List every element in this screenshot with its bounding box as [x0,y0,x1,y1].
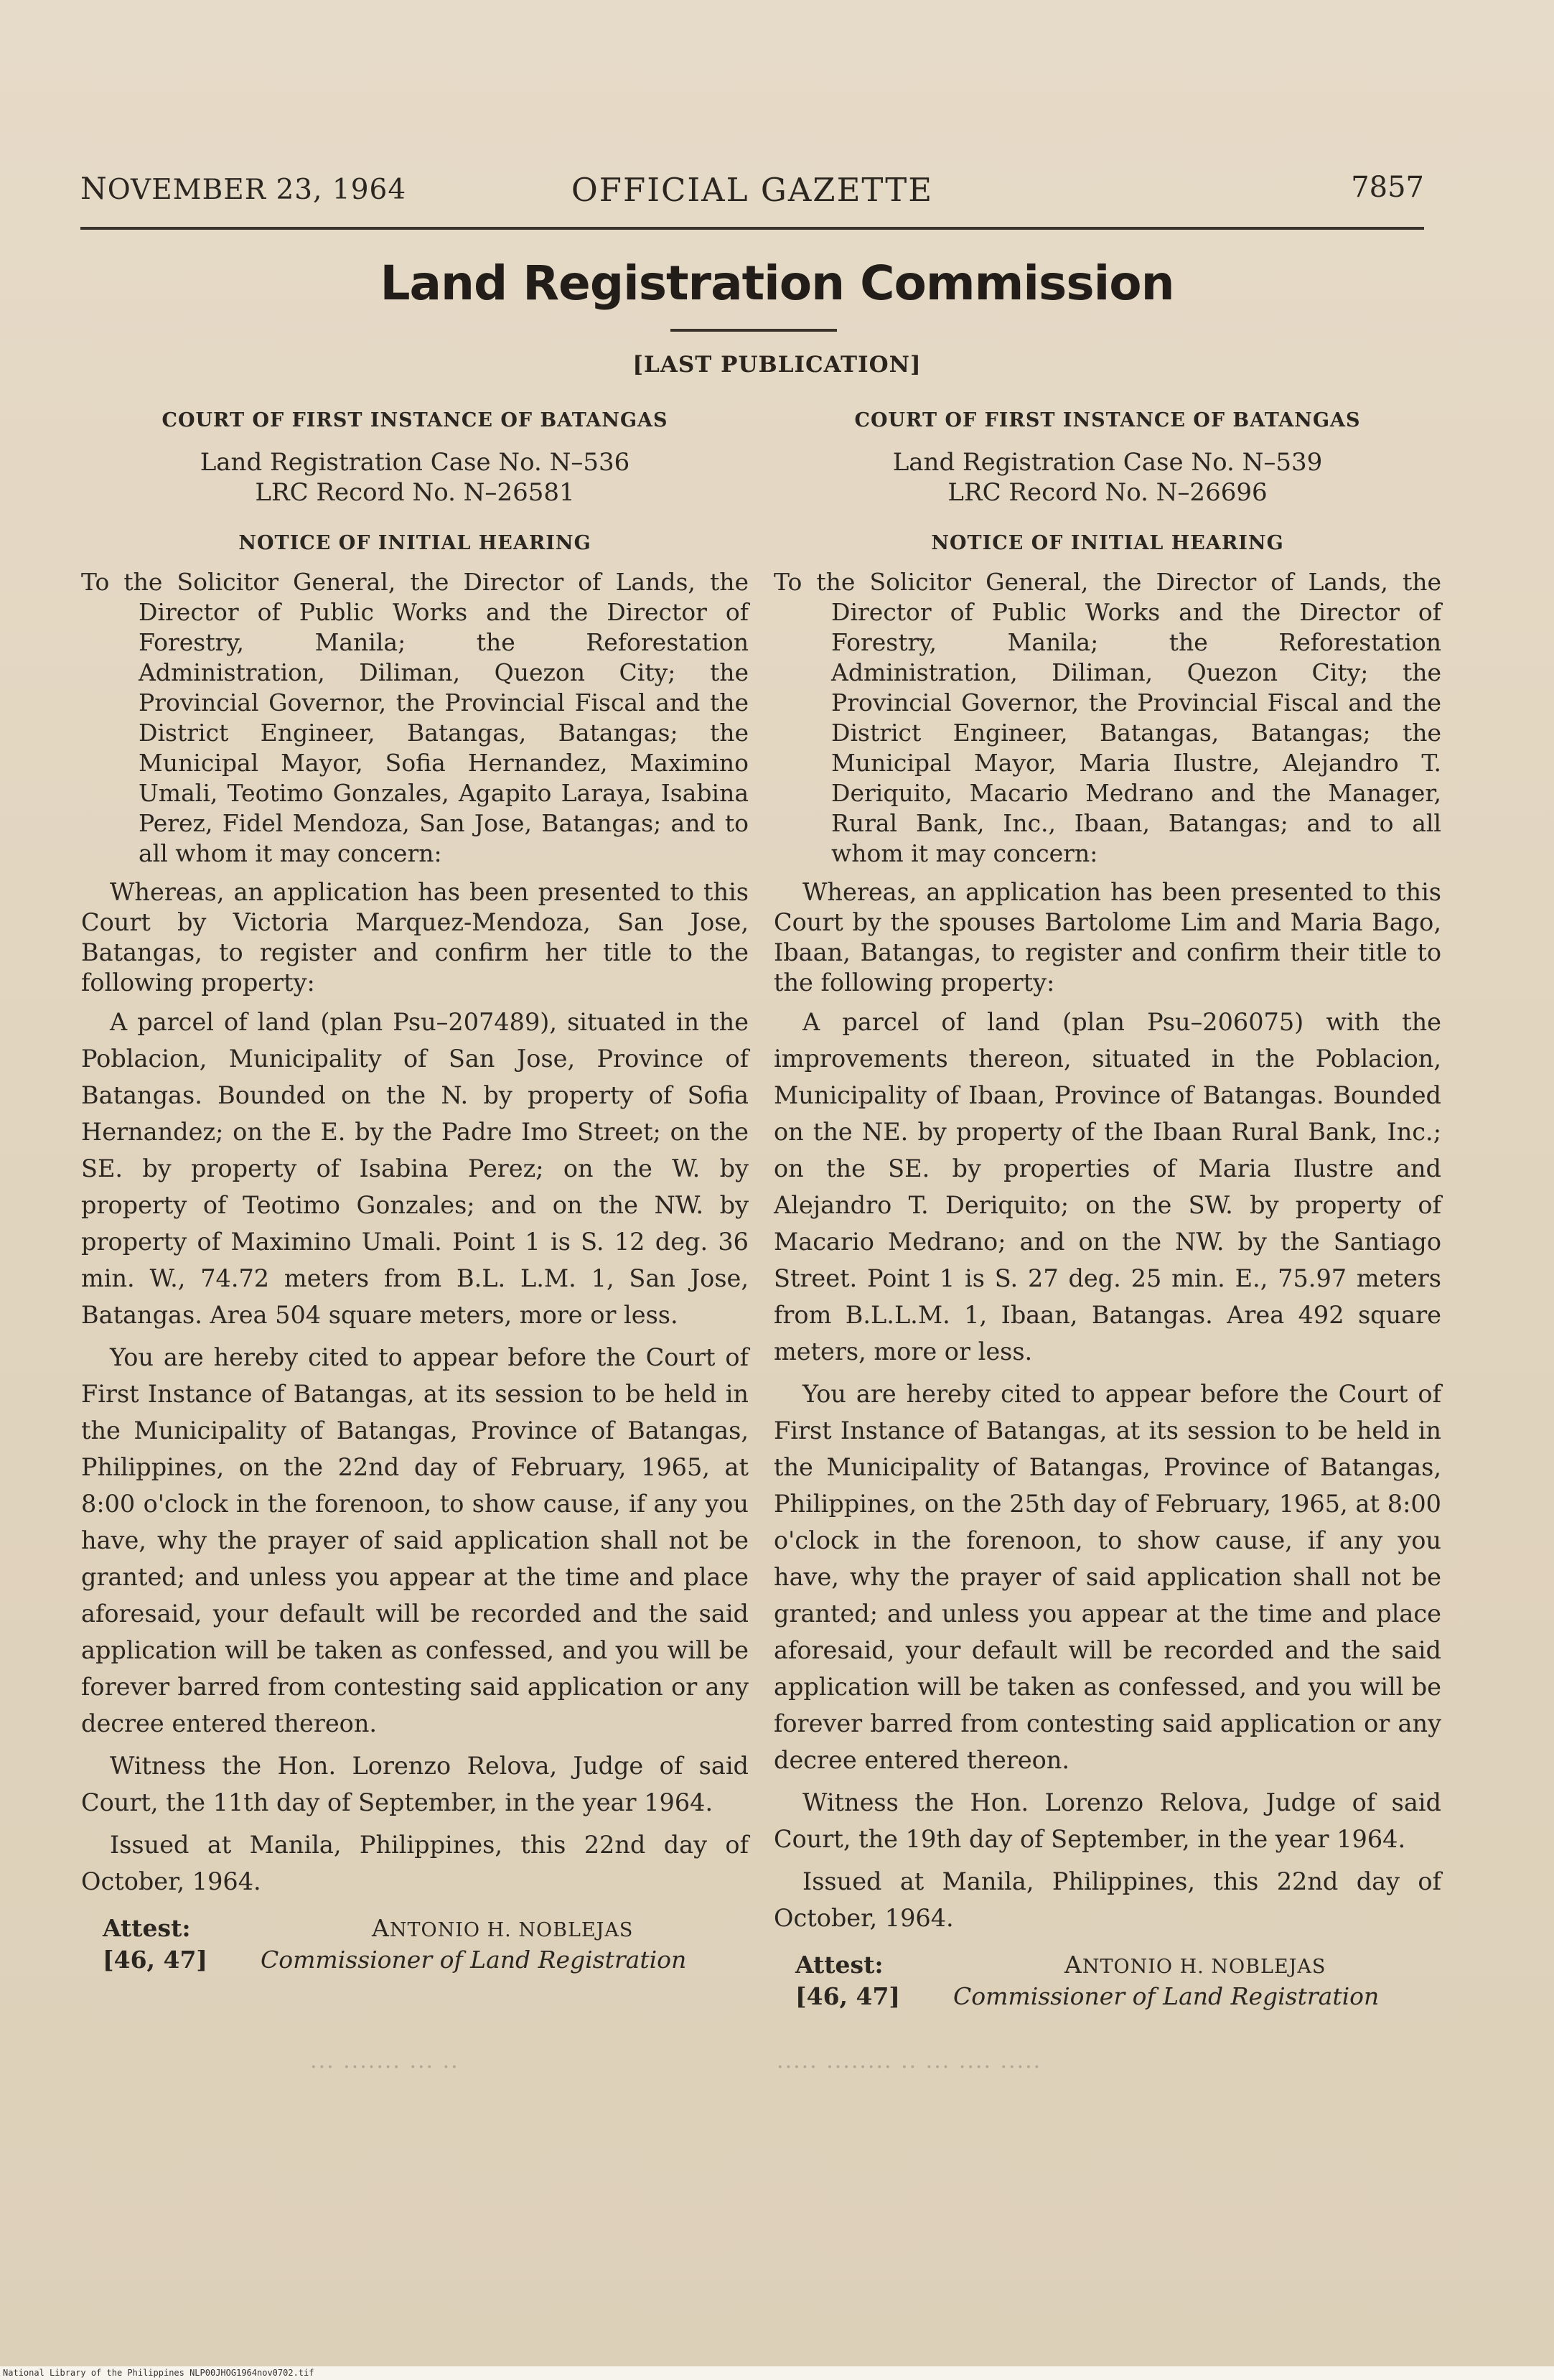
notice-title: NOTICE OF INITIAL HEARING [238,532,591,554]
lrc-record: LRC Record No. N–26581 [255,478,575,507]
publication-label: [LAST PUBLICATION] [632,352,922,378]
witness-paragraph: Witness the Hon. Lorenzo Relova, Judge of said Court, the 11th day of September, in the year 1964. [81,1752,749,1816]
parcel-description: A parcel of land (plan Psu–206075) with the improvements thereon, situated in the Poblacion, Municipality of Ibaan, Province of Batangas. Bounded on the NE. by property of the Ibaan Rural Bank, Inc.; on the SE. by properties of Maria Ilustre and Alejandro T. Deriquito; on the SW. by property of Macario Medrano; and on the NW. by the Santiago Street. Point 1 is S. 27 deg. 25 min. E., 75.97 meters from B.L.L.M. 1, Ibaan, Batangas. Area 492 square meters, more or less. [774,1008,1441,1366]
signatory-title: Commissioner of Land Registration [261,1946,687,1974]
notice-title: NOTICE OF INITIAL HEARING [931,532,1284,554]
publication-name: OFFICIAL GAZETTE [571,171,934,209]
attest-label: Attest: [103,1914,191,1942]
issued-paragraph: Issued at Manila, Philippines, this 22nd day of October, 1964. [774,1867,1441,1932]
signatory-title: Commissioner of Land Registration [953,1982,1380,2010]
lrc-record: LRC Record No. N–26696 [947,478,1268,507]
bleed-through-text-left: ·· ··· ······· ··· [309,2055,458,2080]
issue-reference: [46, 47] [103,1946,208,1974]
title-rule [670,329,837,332]
header-rule [80,227,1424,230]
whereas-paragraph: Whereas, an application has been presented to this Court by the spouses Bartolome Lim and Maria Bago, Ibaan, Batangas, to register and confirm their title to the following property: [774,878,1441,997]
citation-paragraph: You are hereby cited to appear before the Court of First Instance of Batangas, at its session to be held in the Municipality of Batangas, Province of Batangas, Philippines, on the 25th day of February, 1965, at 8:00 o'clock in the forenoon, to show cause, if any you have, why the prayer of said application shall not be granted; and unless you appear at the time and place aforesaid, your default will be recorded and the said application will be taken as confessed, and you will be forever barred from contesting said application or any decree entered thereon. [774,1380,1441,1774]
case-number: Land Registration Case No. N–536 [200,448,630,477]
issue-date: NOVEMBER 23, 1964 [80,171,407,206]
scan-credit: National Library of the Philippines NLP00JHOG1964nov0702.tif [3,2368,314,2378]
case-number: Land Registration Case No. N–539 [892,448,1323,477]
addressees: To the Solicitor General, the Director of Lands, the Director of Public Works and the Director of Forestry, Manila; the Reforestation Administration, Diliman, Quezon City; the Provincial Governor, the Provincial Fiscal and the District Engineer, Batangas, Batangas; the Municipal Mayor, Sofia Hernandez, Maximino Umali, Teotimo Gonzales, Agapito Laraya, Isabina Perez, Fidel Mendoza, San Jose, Batangas; and to all whom it may concern: [81,568,749,867]
court-name: COURT OF FIRST INSTANCE OF BATANGAS [854,409,1361,431]
witness-paragraph: Witness the Hon. Lorenzo Relova, Judge of said Court, the 19th day of September, in the year 1964. [774,1788,1441,1853]
section-title: Land Registration Commission [380,256,1174,311]
signatory-name: ANTONIO H. NOBLEJAS [1064,1951,1326,1979]
addressees: To the Solicitor General, the Director of Lands, the Director of Public Works and the Director of Forestry, Manila; the Reforestation Administration, Diliman, Quezon City; the Provincial Governor, the Provincial Fiscal and the District Engineer, Batangas, Batangas; the Municipal Mayor, Maria Ilustre, Alejandro T. Deriquito, Macario Medrano and the Manager, Rural Bank, Inc., Ibaan, Batangas; and to all whom it may concern: [774,568,1441,867]
attestation [774,1951,1441,2022]
running-head [80,171,1424,214]
parcel-description: A parcel of land (plan Psu–207489), situated in the Poblacion, Municipality of San Jose, Province of Batangas. Bounded on the N. by property of Sofia Hernandez; on the E. by the Padre Imo Street; on the SE. by property of Isabina Perez; on the W. by property of Teotimo Gonzales; and on the NW. by property of Maximino Umali. Point 1 is S. 12 deg. 36 min. W., 74.72 meters from B.L. L.M. 1, San Jose, Batangas. Area 504 square meters, more or less. [81,1008,749,1329]
signatory-name: ANTONIO H. NOBLEJAS [372,1914,634,1942]
issue-reference: [46, 47] [795,1982,901,2010]
whereas-paragraph: Whereas, an application has been presented to this Court by Victoria Marquez-Mendoza, San Jose, Batangas, to register and confirm her title to the following property: [81,878,749,997]
citation-paragraph: You are hereby cited to appear before the Court of First Instance of Batangas, at its session to be held in the Municipality of Batangas, Province of Batangas, Philippines, on the 22nd day of February, 1965, at 8:00 o'clock in the forenoon, to show cause, if any you have, why the prayer of said application shall not be granted; and unless you appear at the time and place aforesaid, your default will be recorded and the said application will be taken as confessed, and you will be forever barred from contesting said application or any decree entered thereon. [81,1343,749,1737]
attest-label: Attest: [795,1951,884,1979]
bleed-through-text-right: ····· ···· ··· ·· ········ ····· [775,2055,1041,2080]
notice-column-left [81,403,749,1986]
notice-column-right [774,403,1441,2022]
court-name: COURT OF FIRST INSTANCE OF BATANGAS [162,409,668,431]
attestation [81,1914,749,1986]
page-number: 7857 [1351,171,1424,204]
issued-paragraph: Issued at Manila, Philippines, this 22nd day of October, 1964. [81,1831,749,1895]
